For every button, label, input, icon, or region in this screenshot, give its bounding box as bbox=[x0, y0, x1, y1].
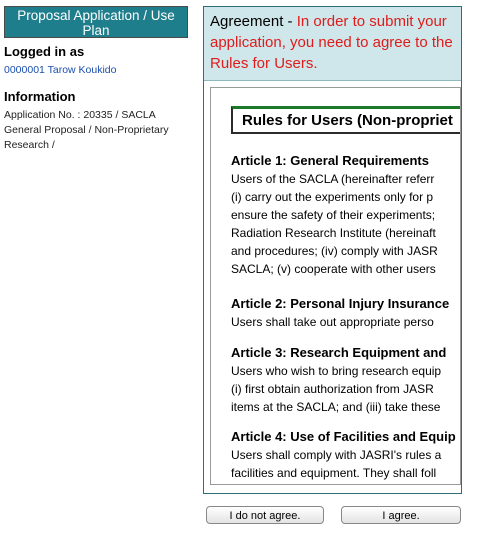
agreement-panel bbox=[203, 6, 462, 494]
article-line: Users who wish to bring research equip bbox=[231, 364, 442, 378]
article-3 bbox=[231, 344, 461, 416]
logged-in-heading: Logged in as bbox=[4, 44, 85, 59]
article-line: Radiation Research Institute (hereinaft bbox=[231, 226, 436, 240]
article-line: ensure the safety of their experiments; bbox=[231, 208, 436, 222]
user-name: 0000001 Tarow Koukido bbox=[4, 64, 117, 76]
agreement-label: Agreement - bbox=[210, 13, 297, 30]
agreement-message: In order to submit your application, you need to agree to the Rules for Users. bbox=[210, 13, 453, 72]
article-4 bbox=[231, 428, 461, 482]
article-2 bbox=[231, 295, 461, 331]
disagree-button[interactable]: I do not agree. bbox=[206, 506, 324, 524]
article-line: (i) first obtain authorization from JASR bbox=[231, 382, 434, 396]
article-line: Users shall comply with JASRI's rules a bbox=[231, 448, 442, 462]
rules-title: Rules for Users (Non-propriet bbox=[231, 106, 461, 134]
article-heading: Article 2: Personal Injury Insurance bbox=[231, 296, 450, 311]
article-line: (i) carry out the experiments only for p bbox=[231, 190, 434, 204]
page-title: Proposal Application / Use Plan bbox=[4, 6, 188, 38]
rules-document-frame[interactable] bbox=[210, 87, 461, 485]
agreement-header bbox=[204, 7, 461, 81]
article-line: items at the SACLA; and (iii) take these bbox=[231, 400, 441, 414]
article-1 bbox=[231, 152, 461, 278]
information-heading: Information bbox=[4, 89, 76, 104]
article-heading: Article 4: Use of Facilities and Equip bbox=[231, 429, 456, 444]
article-line: facilities and equipment. They shall foll bbox=[231, 466, 437, 480]
information-text: Application No. : 20335 / SACLA General Proposal / Non-Proprietary Research / bbox=[4, 109, 169, 151]
article-heading: Article 3: Research Equipment and bbox=[231, 345, 447, 360]
article-heading: Article 1: General Requirements bbox=[231, 153, 429, 168]
article-line: Users shall take out appropriate perso bbox=[231, 315, 434, 329]
article-line: and procedures; (iv) comply with JASR bbox=[231, 244, 438, 258]
agree-button[interactable]: I agree. bbox=[341, 506, 461, 524]
article-line: SACLA; (v) cooperate with other users bbox=[231, 262, 436, 276]
article-line: Users of the SACLA (hereinafter referr bbox=[231, 172, 435, 186]
